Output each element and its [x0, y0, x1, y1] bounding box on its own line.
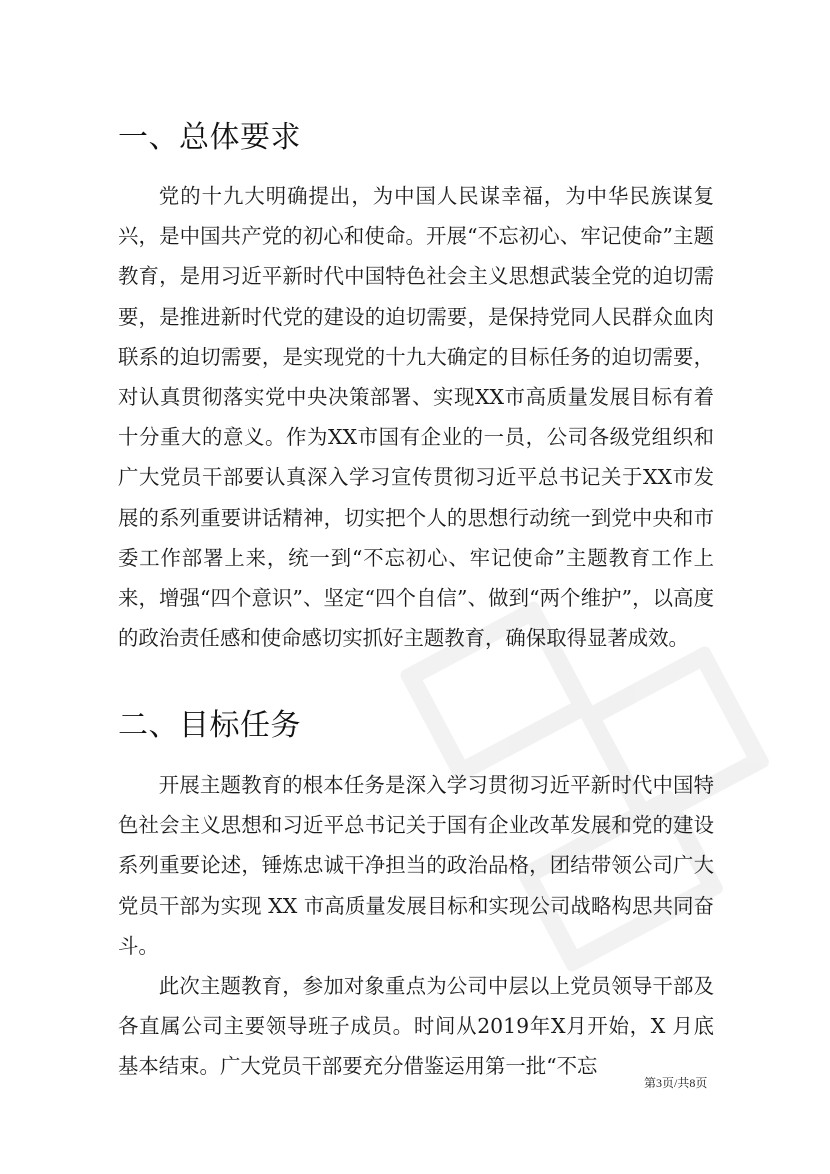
section-heading-overall-requirements: 一、总体要求	[118, 120, 301, 155]
paragraph-fundamental-task: 开展主题教育的根本任务是深入学习贯彻习近平新时代中国特色社会主义思想和习近平总书记关于国有企业改革发展和党的建设系列重要论述，锤炼忠诚干净担当的政治品格，团结带领公司广大党员干部为实现 XX 市高质量发展目标和实现公司战略构思共同奋斗。	[118, 773, 714, 958]
paragraph-participants-schedule: 此次主题教育，参加对象重点为公司中层以上党员领导干部及各直属公司主要领导班子成员。时间从2019年X月开始，X 月底基本结束。广大党员干部要充分借鉴运用第一批“不忘	[118, 974, 714, 1079]
section-heading-goals-tasks: 二、目标任务	[118, 708, 301, 743]
paragraph-overall-requirements: 党的十九大明确提出，为中国人民谋幸福，为中华民族谋复兴，是中国共产党的初心和使命。开展“不忘初心、牢记使命”主题教育，是用习近平新时代中国特色社会主义思想武装全党的迫切需要，是推进新时代党的建设的迫切需要，是保持党同人民群众血肉联系的迫切需要，是实现党的十九大确定的目标任务的迫切需要，对认真贯彻落实党中央决策部署、实现XX市高质量发展目标有着十分重大的意义。作为XX市国有企业的一员，公司各级党组织和广大党员干部要认真深入学习宣传贯彻习近平总书记关于XX市发展的系列重要讲话精神，切实把个人的思想行动统一到党中央和市委工作部署上来，统一到“不忘初心、牢记使命”主题教育工作上来，增强“四个意识”、坚定“四个自信”、做到“两个维护”，以高度的政治责任感和使命感切实抓好主题教育，确保取得显著成效。	[118, 184, 714, 651]
page-number: 第3页/共8页	[644, 1076, 708, 1090]
